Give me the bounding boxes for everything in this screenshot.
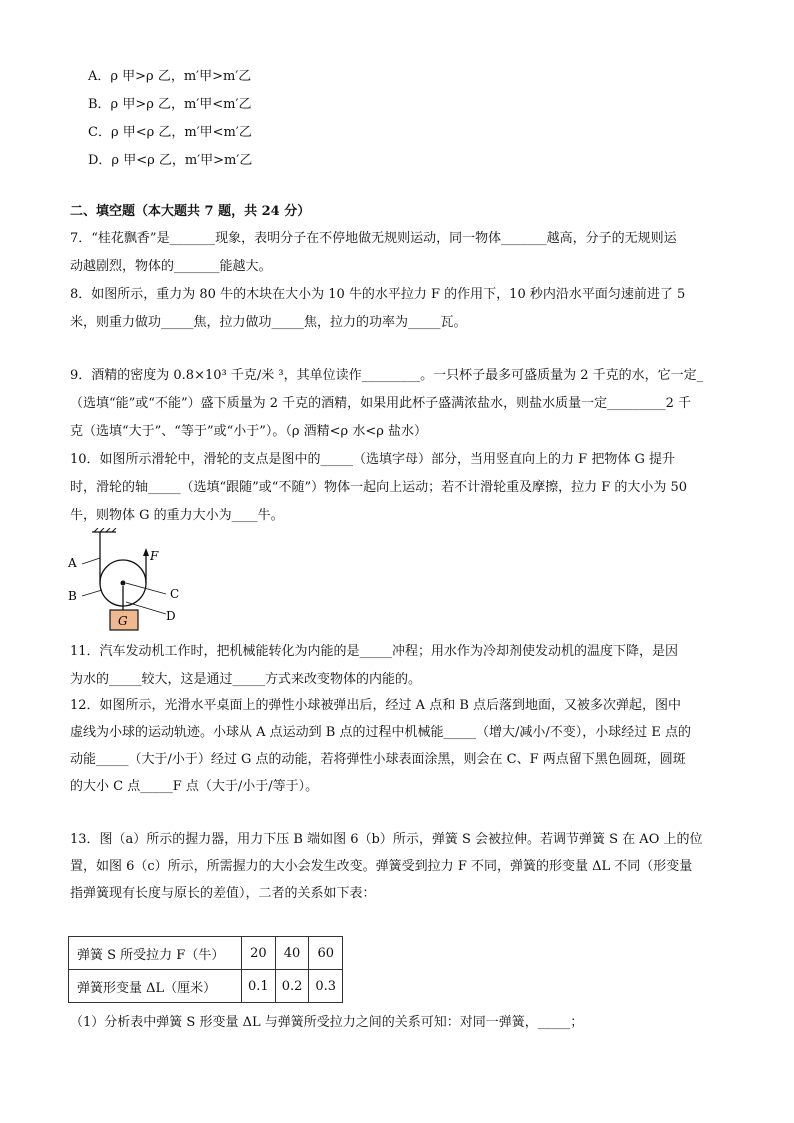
table-cell: 0.3	[309, 970, 343, 1003]
question-10-line-2: 时，滑轮的轴_____（选填“跟随”或“不随”）物体一起向上运动；若不计滑轮重及摩擦，拉力 F 的大小为 50	[70, 480, 688, 495]
question-8-line-2: 米，则重力做功_____焦，拉力做功_____焦，拉力的功率为_____瓦。	[70, 315, 467, 330]
question-12-line-2: 虚线为小球的运动轨迹。小球从 A 点运动到 B 点的过程中机械能_____（增大/减小/不变），小球经过 E 点的	[70, 725, 691, 740]
table-cell: 60	[309, 937, 343, 970]
table-cell: 40	[275, 937, 309, 970]
question-9-line-2: （选填“能”或“不能”）盛下质量为 2 千克的酒精，如果用此杯子盛满浓盐水，则盐水质量一定_________2 千	[70, 396, 692, 411]
question-12-line-3: 动能_____（大于/小于）经过 G 点的动能，若将弹性小球表面涂黑，则会在 C、F 两点留下黑色圆斑，圆斑	[70, 752, 686, 767]
question-13-sub-1: （1）分析表中弹簧 S 形变量 ΔL 与弹簧所受拉力之间的关系可知：对同一弹簧，_____；	[70, 1015, 584, 1030]
question-7-line-1: 7．“桂花飘香”是_______现象，表明分子在不停地做无规则运动，同一物体_______越高，分子的无规则运	[70, 231, 677, 246]
table-row	[69, 937, 343, 970]
section-title: 二、填空题（本大题共 7 题，共 24 分）	[70, 204, 311, 219]
table-row	[69, 970, 343, 1003]
table-row-header: 弹簧形变量 ΔL（厘米）	[69, 970, 242, 1003]
label-a: A	[68, 556, 77, 570]
label-c: C	[170, 587, 180, 601]
label-g: G	[118, 614, 128, 628]
question-13-line-1: 13．图（a）所示的握力器，用力下压 B 端如图 6（b）所示，弹簧 S 会被拉伸。若调节弹簧 S 在 AO 上的位	[70, 832, 703, 847]
question-11-line-2: 为水的_____较大，这是通过_____方式来改变物体的内能的。	[70, 672, 422, 687]
question-12-line-1: 12．如图所示，光滑水平桌面上的弹性小球被弹出后，经过 A 点和 B 点后落到地面，又被多次弹起，图中	[70, 698, 682, 713]
option-b: B．ρ 甲>ρ 乙，m′甲<m′乙	[88, 97, 252, 112]
label-f: F	[150, 549, 159, 563]
question-9-line-1: 9．酒精的密度为 0.8×10³ 千克/米 ³，其单位读作_________。一只杯子最多可盛质量为 2 千克的水，它一定_	[70, 368, 704, 383]
option-a: A．ρ 甲>ρ 乙，m′甲>m′乙	[88, 69, 252, 84]
option-d: D．ρ 甲<ρ 乙，m′甲>m′乙	[88, 153, 253, 168]
question-10-line-3: 牛，则物体 G 的重力大小为____牛。	[70, 508, 284, 523]
table-cell: 0.2	[275, 970, 309, 1003]
table-row-header: 弹簧 S 所受拉力 F（牛）	[69, 937, 242, 970]
label-b: B	[68, 589, 77, 603]
pulley-diagram	[60, 528, 210, 638]
question-13-line-2: 置，如图 6（c）所示，所需握力的大小会发生改变。弹簧受到拉力 F 不同，弹簧的形变量 ΔL 不同（形变量	[70, 859, 693, 874]
spring-data-table	[68, 936, 343, 1003]
question-12-line-4: 的大小 C 点_____F 点（大于/小于/等于）。	[70, 779, 319, 794]
table-cell: 0.1	[242, 970, 276, 1003]
question-13-line-3: 指弹簧现有长度与原长的差值），二者的关系如下表：	[70, 886, 376, 901]
question-9-line-3: 克（选填“大于”、“等于”或“小于”）。（ρ 酒精<ρ 水<ρ 盐水）	[70, 424, 427, 439]
question-11-line-1: 11．汽车发动机工作时，把机械能转化为内能的是_____冲程；用水作为冷却剂使发动机的温度下降，是因	[70, 644, 679, 659]
question-8-line-1: 8．如图所示，重力为 80 牛的木块在大小为 10 牛的水平拉力 F 的作用下，10 秒内沿水平面匀速前进了 5	[70, 287, 686, 302]
option-c: C．ρ 甲<ρ 乙，m′甲<m′乙	[88, 125, 252, 140]
question-10-line-1: 10．如图所示滑轮中，滑轮的支点是图中的_____（选填字母）部分，当用竖直向上的力 F 把物体 G 提升	[70, 452, 675, 467]
table-cell: 20	[242, 937, 276, 970]
question-7-line-2: 动越剧烈，物体的_______能越大。	[70, 259, 272, 274]
label-d: D	[166, 609, 176, 623]
